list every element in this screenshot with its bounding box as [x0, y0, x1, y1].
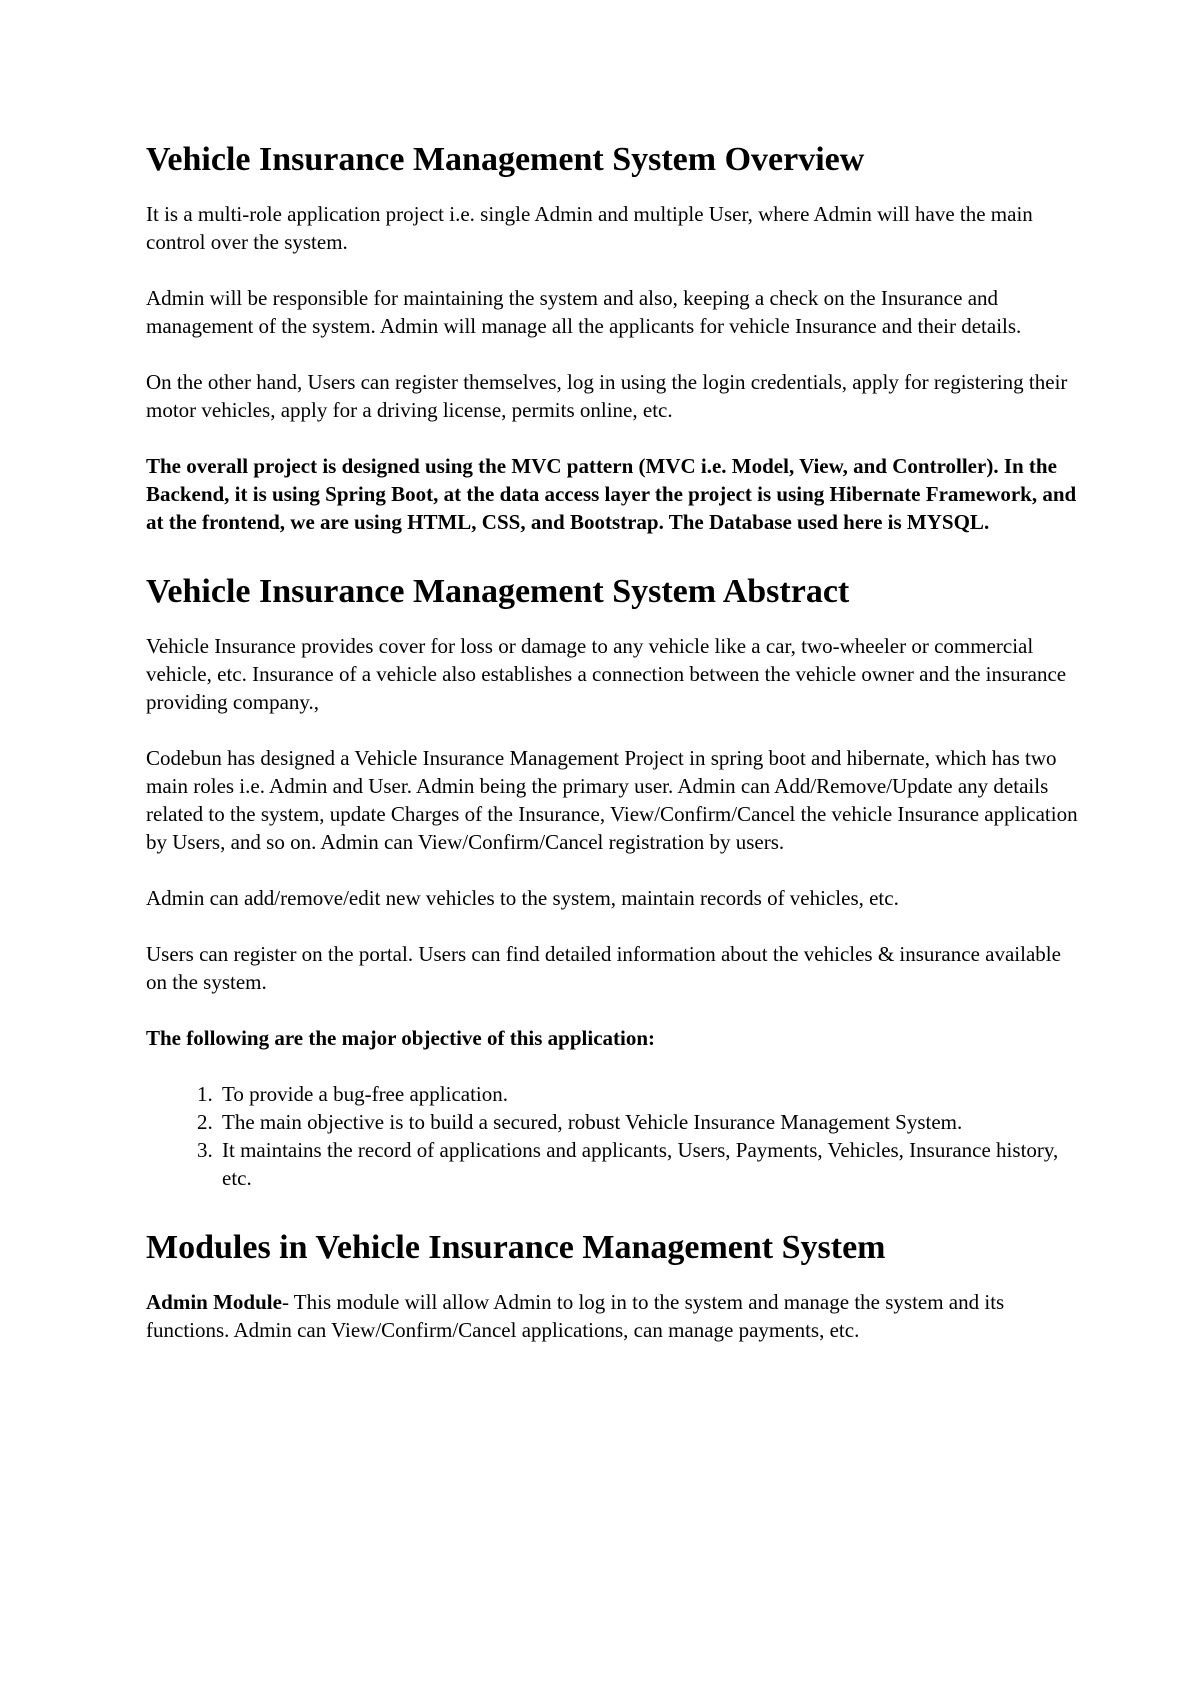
section-heading-abstract: Vehicle Insurance Management System Abstract [146, 573, 850, 610]
admin-module-text: - This module will allow Admin to log in to the system and manage the system and its functions. Admin can View/Confirm/Cancel applications, can manage payments, etc. [146, 1290, 1005, 1342]
list-item: 3. It maintains the record of applications and applicants, Users, Payments, Vehicles, Insurance history, etc. [218, 1136, 1080, 1192]
abstract-paragraph: Admin can add/remove/edit new vehicles to the system, maintain records of vehicles, etc. [146, 886, 899, 910]
abstract-paragraph: Codebun has designed a Vehicle Insurance Management Project in spring boot and hibernate, which has two main roles i.e. Admin and User. Admin being the primary user. Admin can Add/Remove/Update any details related to the system, update Charges of the Insurance, View/Confirm/Cancel the vehicle Insurance application by Users, and so on. Admin can View/Confirm/Cancel registration by users. [146, 746, 1078, 854]
abstract-paragraph: Vehicle Insurance provides cover for loss or damage to any vehicle like a car, two-wheeler or commercial vehicle, etc. Insurance of a vehicle also establishes a connection between the vehicle owner and the insurance providing company., [146, 634, 1067, 714]
section-heading-modules: Modules in Vehicle Insurance Management System [146, 1229, 886, 1266]
overview-paragraph: It is a multi-role application project i.e. single Admin and multiple User, where Admin will have the main control over the system. [146, 202, 1033, 254]
section-heading-overview: Vehicle Insurance Management System Overview [146, 141, 865, 178]
list-item: 2. The main objective is to build a secured, robust Vehicle Insurance Management System. [218, 1108, 1080, 1136]
objectives-list [146, 1080, 1080, 1192]
admin-module-paragraph [146, 1288, 1080, 1344]
architecture-paragraph: The overall project is designed using the MVC pattern (MVC i.e. Model, View, and Controller). In the Backend, it is using Spring Boot, at the data access layer the project is using Hibernate Framework, and at the frontend, we are using HTML, CSS, and Bootstrap. The Database used here is MYSQL. [146, 454, 1077, 534]
admin-module-label: Admin Module [146, 1290, 282, 1314]
overview-paragraph: On the other hand, Users can register themselves, log in using the login credentials, apply for registering their motor vehicles, apply for a driving license, permits online, etc. [146, 370, 1068, 422]
abstract-paragraph: Users can register on the portal. Users can find detailed information about the vehicles & insurance available on the system. [146, 942, 1061, 994]
overview-paragraph: Admin will be responsible for maintaining the system and also, keeping a check on the Insurance and management of the system. Admin will manage all the applicants for vehicle Insurance and their details. [146, 286, 1022, 338]
list-item: 1. To provide a bug-free application. [218, 1080, 1080, 1108]
objectives-heading: The following are the major objective of this application: [146, 1026, 656, 1050]
